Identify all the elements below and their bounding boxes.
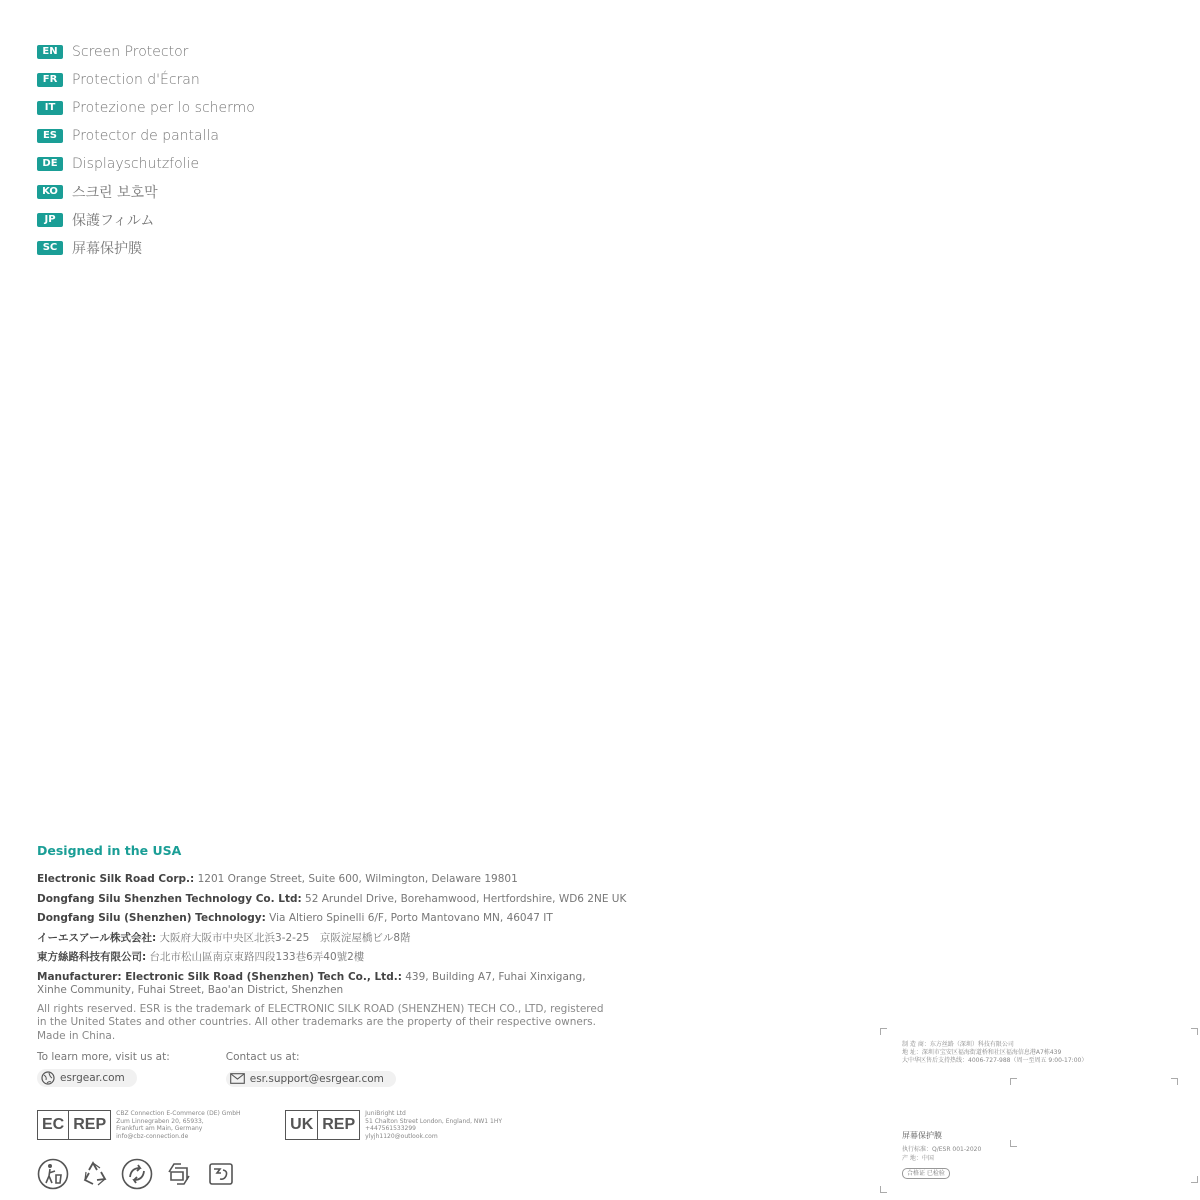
envelope-icon	[230, 1073, 245, 1084]
language-item	[37, 66, 255, 94]
address-company: Electronic Silk Road Corp.:	[37, 873, 195, 885]
globe-icon	[41, 1071, 55, 1085]
cn-spec-line: 执行标准：Q/ESR 001-2020	[902, 1146, 982, 1153]
cn-top-line: 大中华区售后支持热线：4006-727-988（周一至周五 9:00-17:00）	[902, 1057, 1088, 1064]
language-item	[37, 94, 255, 122]
language-code-badge: IT	[37, 101, 63, 115]
address-company: Dongfang Silu Shenzhen Technology Co. Ltd:	[37, 892, 302, 905]
ec-rep-address	[116, 1110, 261, 1140]
chinese-label	[880, 1028, 1198, 1193]
address-text: 1201 Orange Street, Suite 600, Wilmington, Delaware 19801	[194, 873, 518, 885]
ec-rep-line: Frankfurt am Main, Germany	[116, 1125, 203, 1132]
email-link[interactable]	[226, 1071, 396, 1087]
email-text: esr.support@esrgear.com	[249, 1072, 384, 1085]
footer	[37, 843, 627, 1043]
recycle-icon	[79, 1158, 111, 1190]
paper-recycle-icon	[163, 1158, 195, 1190]
cn-spec	[902, 1145, 981, 1163]
ec-rep-label-a: EC	[42, 1116, 65, 1133]
language-code-badge: EN	[37, 45, 63, 59]
uk-rep-line: ylyjh1120@outlook.com	[365, 1132, 438, 1140]
uk-rep-mark	[285, 1110, 360, 1140]
uk-rep-line: +447561533299	[365, 1125, 416, 1132]
ec-rep-line: Zum Linnegraben 20, 65933,	[116, 1117, 204, 1125]
language-item	[37, 234, 255, 262]
website-link[interactable]	[37, 1069, 137, 1087]
language-item	[37, 122, 255, 150]
language-name: Displayschutzfolie	[72, 156, 200, 172]
language-name: 保護フィルム	[72, 213, 155, 229]
address-line	[37, 909, 607, 929]
uk-rep-label-b: REP	[317, 1111, 359, 1139]
language-code-badge: ES	[37, 129, 63, 143]
address-line	[37, 929, 607, 949]
language-name: Screen Protector	[72, 44, 189, 60]
language-item	[37, 38, 255, 66]
language-name: Protezione per lo schermo	[72, 100, 255, 116]
address-text: Via Altiero Spinelli 6/F, Porto Mantovano MN, 46047 IT	[265, 912, 553, 924]
designed-heading: Designed in the USA	[37, 843, 182, 858]
language-item	[37, 206, 255, 234]
ec-rep-label-b: REP	[68, 1111, 110, 1139]
language-name: 스크린 보호막	[72, 185, 158, 201]
language-name: Protection d'Écran	[72, 72, 200, 88]
cn-qualified-badge: 合格证 已检验	[902, 1168, 950, 1179]
language-code-badge: DE	[37, 157, 63, 171]
language-code-badge: FR	[37, 73, 63, 87]
contact-label: Contact us at:	[225, 1051, 300, 1063]
legal-text: All rights reserved. ESR is the trademark of ELECTRONIC SILK ROAD (SHENZHEN) TECH CO., LTD, registered in the United States and other countries. All other trademarks are the property of their respective owners. Made in China.	[37, 1002, 604, 1042]
address-line	[37, 890, 627, 910]
recyclable-icon	[121, 1158, 153, 1190]
language-item	[37, 150, 255, 178]
website-text: esrgear.com	[60, 1072, 125, 1084]
recycling-icons	[37, 1158, 247, 1190]
uk-rep-line: JuniBright Ltd	[365, 1110, 406, 1117]
cn-manufacturer-info	[902, 1041, 1087, 1065]
manufacturer-address: 439, Building A7, Fuhai Xinxigang, Xinhe Community, Fuhai Street, Bao'an District, Shenzhen	[37, 970, 586, 996]
language-name: 屏幕保护膜	[72, 241, 142, 257]
address-line	[37, 870, 607, 890]
address-company: Dongfang Silu (Shenzhen) Technology:	[37, 912, 266, 924]
language-code-badge: JP	[37, 213, 63, 227]
cn-spec-line: 产 地：中国	[902, 1155, 934, 1162]
rep-row	[37, 1110, 549, 1140]
ec-rep-line: info@cbz-connection.de	[116, 1132, 189, 1140]
address-line	[37, 948, 607, 968]
address-company: 東方絲路科技有限公司:	[37, 951, 147, 963]
packaging-icon	[205, 1158, 237, 1190]
cn-top-line: 地 址：深圳市宝安区福海街道桥和社区福海信息港A7栋439	[902, 1049, 1062, 1056]
ec-rep-mark	[37, 1110, 111, 1140]
address-company: イーエスアール株式会社:	[37, 931, 157, 944]
language-code-badge: KO	[37, 185, 63, 199]
language-item	[37, 178, 255, 206]
contact-section	[37, 1051, 452, 1089]
cn-top-line: 制 造 商：东方丝路（深圳）科技有限公司	[902, 1041, 1014, 1048]
tidyman-icon	[37, 1158, 69, 1190]
cn-product-title: 屏幕保护膜	[902, 1131, 942, 1140]
address-text: 52 Arundel Drive, Borehamwood, Hertfordshire, WD6 2NE UK	[301, 892, 627, 905]
uk-rep-label-a: UK	[290, 1116, 314, 1133]
email-block	[226, 1051, 396, 1089]
manufacturer-line	[37, 971, 607, 997]
manufacturer-company: Manufacturer: Electronic Silk Road (Shenzhen) Tech Co., Ltd.:	[37, 970, 402, 983]
website-block	[37, 1051, 170, 1089]
language-name: Protector de pantalla	[72, 128, 219, 144]
language-code-badge: SC	[37, 241, 63, 255]
learn-more-label: To learn more, visit us at:	[37, 1051, 170, 1063]
language-list	[37, 38, 255, 262]
address-text: 台北市松山區南京東路四段133巷6弄40號2樓	[146, 951, 365, 963]
address-text: 大阪府大阪市中央区北浜3-2-25 京阪淀屋橋ビル8階	[156, 931, 411, 944]
ec-rep-line: CBZ Connection E-Commerce (DE) GmbH	[116, 1110, 241, 1117]
uk-rep-address	[365, 1110, 525, 1140]
address-list	[37, 870, 627, 968]
uk-rep-line: 51 Chalton Street London, England, NW1 1HY	[365, 1117, 503, 1125]
